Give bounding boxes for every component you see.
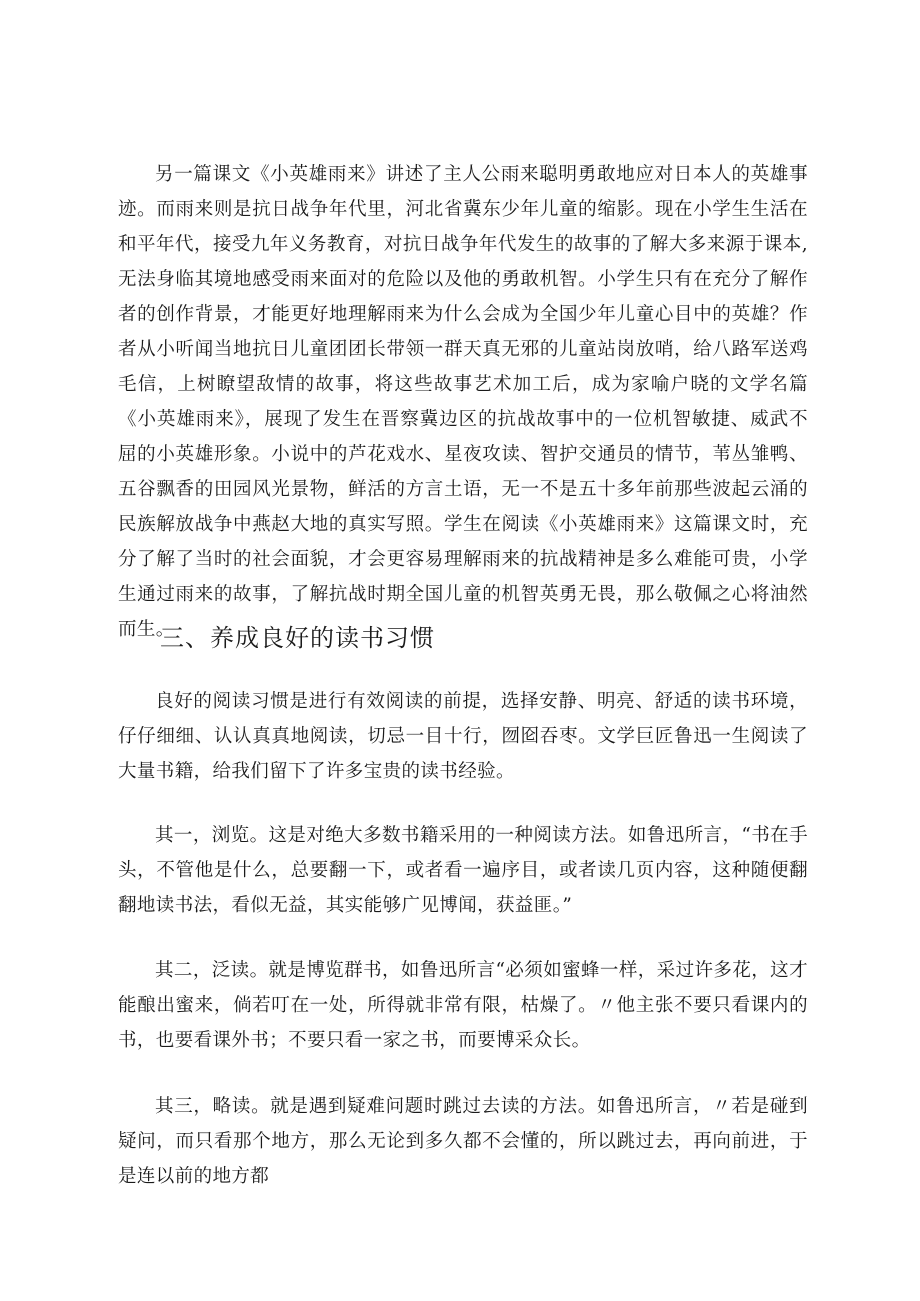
paragraph-extensive-reading: 其二，泛读。就是博览群书，如鲁迅所言“必须如蜜蜂一样，采过许多花，这才能酿出蜜来，倘若叮在一处，所得就非常有限，枯燥了。〃他主张不要只看课内的书，也要看课外书；不要只看一家之书，而要博采众长。 [118, 960, 808, 1051]
section-heading-reading-habits: 三、养成良好的读书习惯 [160, 624, 435, 652]
paragraph-browse-reading: 其一，浏览。这是对绝大多数书籍采用的一种阅读方法。如鲁迅所言，“书在手头，不管他是什么，总要翻一下，或者看一遍序目，或者读几页内容，这种随便翻翻地读书法，看似无益，其实能够广见博闻，获益匪。” [118, 825, 808, 916]
paragraph-xiaoyingxiong-yulai: 另一篇课文《小英雄雨来》讲述了主人公雨来聪明勇敢地应对日本人的英雄事迹。而雨来则是抗日战争年代里，河北省冀东少年儿童的缩影。现在小学生生活在和平年代，接受九年义务教育，对抗日战争年代发生的故事的了解大多来源于课本,无法身临其境地感受雨来面对的危险以及他的勇敢机智。小学生只有在充分了解作者的创作背景，才能更好地理解雨来为什么会成为全国少年儿童心目中的英雄？作者从小听闻当地抗日儿童团团长带领一群天真无邪的儿童站岗放哨，给八路军送鸡毛信，上树瞭望敌情的故事，将这些故事艺术加工后，成为家喻户晓的文学名篇《小英雄雨来》，展现了发生在晋察冀边区的抗战故事中的一位机智敏捷、威武不屈的小英雄形象。小说中的芦花戏水、星夜攻读、智护交通员的情节，苇丛雏鸭、五谷飘香的田园风光景物，鲜活的方言土语，无一不是五十多年前那些波起云涌的民族解放战争中燕赵大地的真实写照。学生在阅读《小英雄雨来》这篇课文时，充分了解了当时的社会面貌，才会更容易理解雨来的抗战精神是多么难能可贵，小学生通过雨来的故事，了解抗战时期全国儿童的机智英勇无畏，那么敬佩之心将油然而生。 [118, 164, 808, 640]
paragraph-skim-reading: 其三，略读。就是遇到疑难问题时跳过去读的方法。如鲁迅所言，〃若是碰到疑问，而只看那个地方，那么无论到多久都不会懂的，所以跳过去，再向前进，于是连以前的地方都 [118, 1096, 808, 1187]
paragraph-reading-habits-intro: 良好的阅读习惯是进行有效阅读的前提，选择安静、明亮、舒适的读书环境，仔仔细细、认认真真地阅读，切忌一目十行，囫囵吞枣。文学巨匠鲁迅一生阅读了大量书籍，给我们留下了许多宝贵的读书经验。 [118, 691, 808, 782]
